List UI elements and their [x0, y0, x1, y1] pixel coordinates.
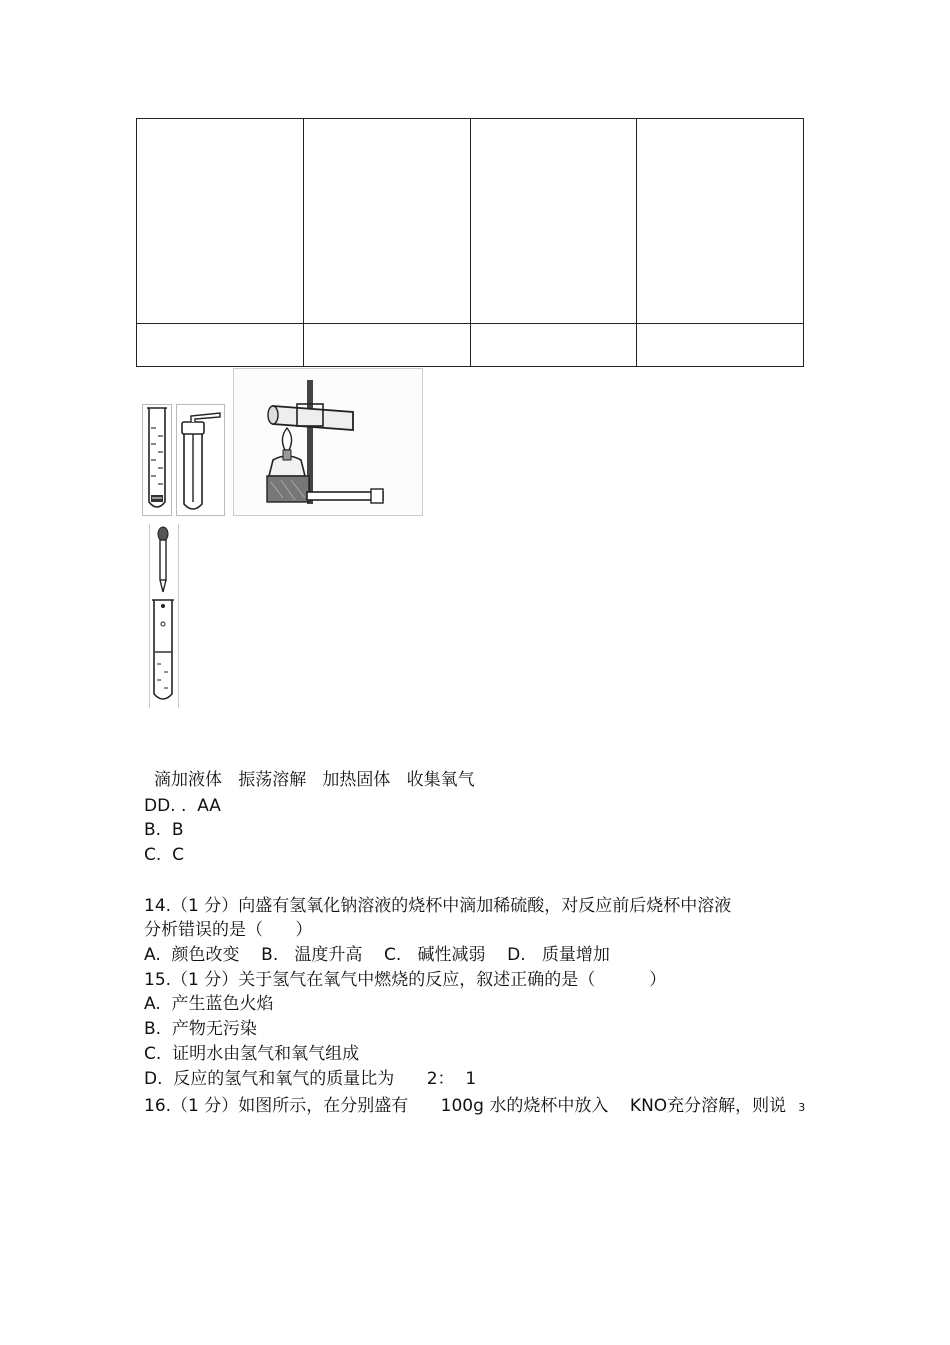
figure-grid-table — [136, 118, 804, 367]
question-14-stem-cont: 分析错误的是（ ） — [144, 920, 313, 940]
stoppered-tube-figure — [176, 404, 226, 516]
figure-labels-row: 滴加液体 振荡溶解 加热固体 收集氧气 — [154, 770, 475, 790]
option-c: C. C — [144, 845, 184, 865]
subscript-3: 3 — [798, 1101, 806, 1114]
question-15-option-d: D. 反应的氢气和氧气的质量比为 2： 1 — [144, 1069, 477, 1089]
option-b: B. B — [144, 820, 184, 840]
test-tube-figure — [142, 404, 172, 516]
heating-apparatus-figure — [233, 368, 423, 516]
question-16-stem — [144, 1094, 805, 1120]
dropper-tube-figure — [149, 524, 179, 708]
option-d: DD. . AA — [144, 796, 221, 816]
grid-cell — [470, 119, 637, 324]
grid-cell — [303, 119, 470, 324]
grid-cell — [470, 324, 637, 367]
question-15-stem: 15.（1 分）关于氢气在氧气中燃烧的反应，叙述正确的是（ ） — [144, 970, 667, 990]
grid-cell — [137, 324, 304, 367]
question-14-stem: 14.（1 分）向盛有氢氧化钠溶液的烧杯中滴加稀硫酸，对反应前后烧杯中溶液 — [144, 896, 732, 916]
grid-cell — [303, 324, 470, 367]
question-15-option-a: A. 产生蓝色火焰 — [144, 994, 274, 1014]
question-14-options: A. 颜色改变 B. 温度升高 C. 碱性减弱 D. 质量增加 — [144, 945, 610, 965]
question-15-option-b: B. 产物无污染 — [144, 1019, 257, 1039]
question-15-option-c: C. 证明水由氢气和氧气组成 — [144, 1044, 360, 1064]
grid-cell — [637, 324, 804, 367]
question-16-text: 16.（1 分）如图所示，在分别盛有 100g 水的烧杯中放入 KNO充分溶解，则说 — [144, 1096, 787, 1116]
grid-cell — [137, 119, 304, 324]
grid-cell — [637, 119, 804, 324]
